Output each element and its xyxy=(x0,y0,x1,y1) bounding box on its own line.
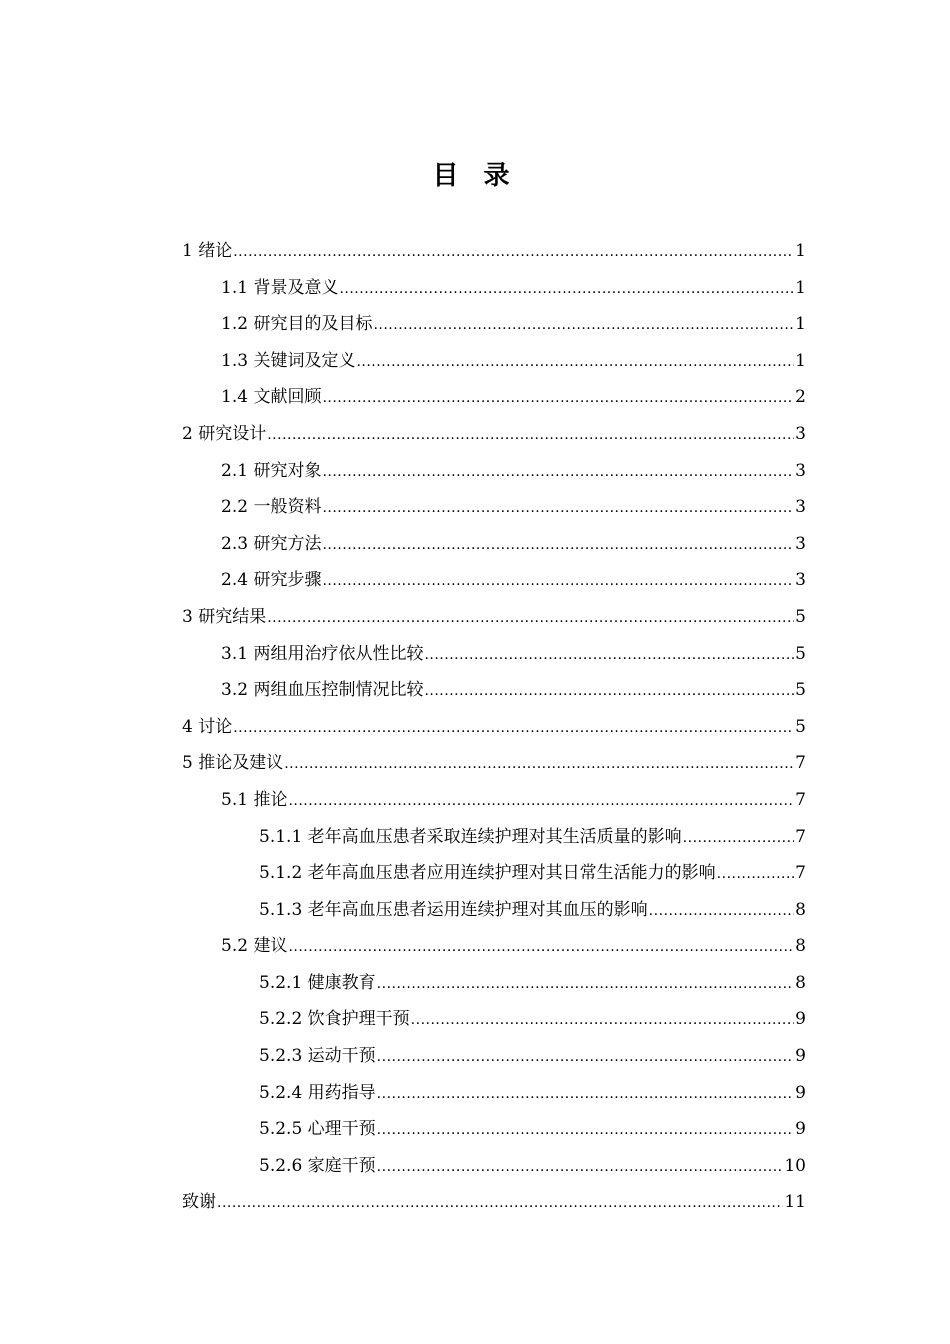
toc-page-number: 11 xyxy=(784,1192,806,1213)
toc-dot-leader xyxy=(322,563,794,599)
toc-entry[interactable] xyxy=(182,819,806,856)
toc-entry[interactable] xyxy=(182,1111,806,1148)
toc-page-number: 5 xyxy=(795,680,806,701)
toc-entry-title: 5.1.2 老年高血压患者应用连续护理对其日常生活能力的影响 xyxy=(259,863,716,884)
toc-entry-title: 2.2 一般资料 xyxy=(221,497,322,518)
toc-entry-title: 5.1 推论 xyxy=(221,789,288,810)
toc-entry-title: 5.2.1 健康教育 xyxy=(259,972,376,993)
table-of-contents xyxy=(182,233,806,1221)
toc-dot-leader xyxy=(424,673,794,709)
toc-entry-title: 3 研究结果 xyxy=(182,606,267,627)
toc-page-number: 5 xyxy=(795,606,806,627)
toc-entry-title: 3.1 两组用治疗依从性比较 xyxy=(221,643,424,664)
toc-page-number: 8 xyxy=(795,899,806,920)
toc-entry[interactable] xyxy=(182,599,806,636)
toc-entry-title: 5 推论及建议 xyxy=(182,753,284,774)
toc-entry[interactable] xyxy=(182,636,806,673)
toc-page-number: 3 xyxy=(795,497,806,518)
toc-dot-leader xyxy=(233,710,794,746)
toc-entry[interactable] xyxy=(182,928,806,965)
toc-entry-title: 1 绪论 xyxy=(182,241,233,261)
toc-dot-leader xyxy=(683,820,795,856)
toc-page-number: 8 xyxy=(795,936,806,957)
toc-entry-title: 5.2 建议 xyxy=(221,936,288,957)
toc-dot-leader xyxy=(649,893,795,929)
toc-entry-title: 3.2 两组血压控制情况比较 xyxy=(221,680,424,701)
toc-entry[interactable] xyxy=(182,892,806,929)
toc-page-number: 3 xyxy=(795,570,806,591)
toc-page-number: 1 xyxy=(795,350,806,371)
toc-entry[interactable] xyxy=(182,270,806,307)
toc-entry-title: 2 研究设计 xyxy=(182,423,267,444)
toc-entry-title: 5.2.6 家庭干预 xyxy=(259,1155,376,1176)
toc-page-number: 9 xyxy=(795,1046,806,1067)
toc-page-number: 10 xyxy=(784,1155,806,1176)
toc-dot-leader xyxy=(377,1076,795,1112)
toc-page-number: 7 xyxy=(795,863,806,884)
toc-entry[interactable] xyxy=(182,1184,806,1221)
toc-entry[interactable] xyxy=(182,1038,806,1075)
toc-dot-leader xyxy=(373,307,794,343)
toc-entry[interactable] xyxy=(182,233,806,270)
toc-dot-leader xyxy=(267,600,794,636)
toc-entry-title: 5.1.1 老年高血压患者采取连续护理对其生活质量的影响 xyxy=(259,826,682,847)
toc-entry[interactable] xyxy=(182,1075,806,1112)
toc-page-number: 1 xyxy=(795,314,806,335)
toc-entry-title: 5.2.5 心理干预 xyxy=(259,1119,376,1140)
toc-entry[interactable] xyxy=(182,306,806,343)
toc-dot-leader xyxy=(322,380,794,416)
toc-entry-title: 2.4 研究步骤 xyxy=(221,570,322,591)
toc-page-number: 5 xyxy=(795,716,806,737)
toc-dot-leader xyxy=(284,746,794,782)
toc-entry-title: 4 讨论 xyxy=(182,716,233,737)
toc-page-number: 3 xyxy=(795,460,806,481)
toc-entry[interactable] xyxy=(182,782,806,819)
toc-page-number: 9 xyxy=(795,1082,806,1103)
toc-entry[interactable] xyxy=(182,745,806,782)
toc-entry[interactable] xyxy=(182,1148,806,1185)
toc-entry-title: 5.2.4 用药指导 xyxy=(259,1082,376,1103)
toc-entry-title: 1.3 关键词及定义 xyxy=(221,350,356,371)
toc-page-number: 7 xyxy=(795,789,806,810)
toc-dot-leader xyxy=(411,1002,795,1038)
toc-entry-title: 1.2 研究目的及目标 xyxy=(221,314,373,335)
toc-entry-title: 1.4 文献回顾 xyxy=(221,387,322,408)
toc-entry[interactable] xyxy=(182,1001,806,1038)
toc-entry[interactable] xyxy=(182,489,806,526)
toc-page-number: 3 xyxy=(795,423,806,444)
toc-dot-leader xyxy=(377,1039,795,1075)
toc-page-number: 9 xyxy=(795,1009,806,1030)
toc-dot-leader xyxy=(288,929,794,965)
toc-page-number: 5 xyxy=(795,643,806,664)
toc-page-number: 1 xyxy=(795,241,806,261)
toc-dot-leader xyxy=(217,1185,783,1221)
toc-page-number: 7 xyxy=(795,753,806,774)
toc-entry-title: 5.1.3 老年高血压患者运用连续护理对其血压的影响 xyxy=(259,899,648,920)
toc-entry[interactable] xyxy=(182,416,806,453)
toc-page-number: 9 xyxy=(795,1119,806,1140)
toc-entry[interactable] xyxy=(182,562,806,599)
toc-entry[interactable] xyxy=(182,709,806,746)
toc-dot-leader xyxy=(377,1112,795,1148)
toc-dot-leader xyxy=(267,417,794,453)
toc-page-number: 8 xyxy=(795,972,806,993)
toc-entry-title: 2.1 研究对象 xyxy=(221,460,322,481)
toc-entry[interactable] xyxy=(182,965,806,1002)
toc-page-number: 7 xyxy=(795,826,806,847)
toc-dot-leader xyxy=(377,966,795,1002)
toc-page-number: 3 xyxy=(795,533,806,554)
toc-entry-title: 2.3 研究方法 xyxy=(221,533,322,554)
toc-entry-title: 5.2.2 饮食护理干预 xyxy=(259,1009,410,1030)
toc-entry[interactable] xyxy=(182,526,806,563)
toc-dot-leader xyxy=(717,856,795,892)
toc-page-number: 2 xyxy=(795,387,806,408)
toc-entry-title: 致谢 xyxy=(182,1192,216,1213)
toc-dot-leader xyxy=(288,783,794,819)
toc-entry-title: 5.2.3 运动干预 xyxy=(259,1046,376,1067)
toc-dot-leader xyxy=(356,344,794,380)
toc-entry[interactable] xyxy=(182,343,806,380)
toc-entry[interactable] xyxy=(182,855,806,892)
toc-dot-leader xyxy=(322,527,794,563)
toc-entry[interactable] xyxy=(182,453,806,490)
toc-dot-leader xyxy=(233,234,794,270)
toc-dot-leader xyxy=(424,637,794,673)
toc-dot-leader xyxy=(377,1149,784,1185)
toc-entry[interactable] xyxy=(182,379,806,416)
toc-entry[interactable] xyxy=(182,672,806,709)
toc-page-number: 1 xyxy=(795,277,806,298)
page-title: 目 录 xyxy=(432,161,518,191)
toc-dot-leader xyxy=(322,490,794,526)
toc-dot-leader xyxy=(339,271,794,307)
toc-dot-leader xyxy=(322,454,794,490)
toc-entry-title: 1.1 背景及意义 xyxy=(221,277,339,298)
